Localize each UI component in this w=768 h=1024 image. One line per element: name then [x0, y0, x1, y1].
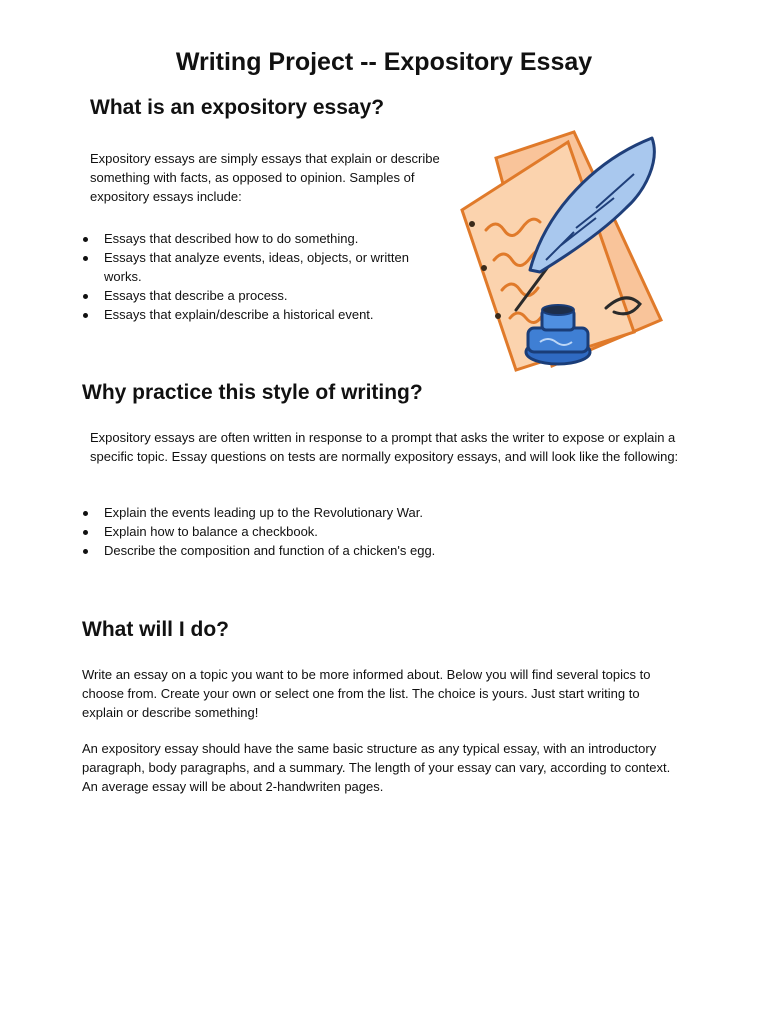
list-item	[82, 286, 442, 305]
heading-what-will-i-do: What will I do?	[82, 618, 229, 641]
bullet-icon	[83, 313, 88, 318]
list-item-text: Explain how to balance a checkbook.	[104, 524, 318, 539]
list-item-text: Essays that described how to do something.	[104, 231, 359, 246]
list-item-text: Explain the events leading up to the Revolutionary War.	[104, 505, 423, 520]
bullet-icon	[83, 530, 88, 535]
paragraph-task: Write an essay on a topic you want to be more informed about. Below you will find several topics to choose from. Create your own or select one from the list. The choice is yours. Just start writing to explain or describe something!	[82, 667, 651, 720]
paragraph-structure: An expository essay should have the same basic structure as any typical essay, with an introductory paragraph, body paragraphs, and a summary. The length of your essay can vary, according to context. An average essay will be about 2-handwriten pages.	[82, 741, 671, 794]
inkwell-body	[528, 328, 588, 352]
list-item	[82, 541, 682, 560]
bullet-icon	[83, 256, 88, 261]
samples-list	[82, 229, 442, 324]
bullet-icon	[83, 237, 88, 242]
list-item-text: Essays that analyze events, ideas, objects, or written works.	[104, 250, 409, 284]
paragraph-definition: Expository essays are simply essays that explain or describe something with facts, as opposed to opinion. Samples of expository essays include:	[90, 151, 440, 204]
paragraph-why: Expository essays are often written in response to a prompt that asks the writer to expose or explain a specific topic. Essay questions on tests are normally expository essays, and will look like the following:	[90, 430, 679, 464]
list-item	[82, 503, 682, 522]
prompts-list	[82, 503, 682, 560]
list-item	[82, 522, 682, 541]
list-item	[82, 229, 442, 248]
heading-why-practice: Why practice this style of writing?	[82, 381, 423, 404]
list-item	[82, 248, 442, 286]
list-item-text: Describe the composition and function of a chicken's egg.	[104, 543, 436, 558]
bullet-icon	[83, 511, 88, 516]
bullet-icon	[83, 294, 88, 299]
list-item-text: Essays that describe a process.	[104, 288, 288, 303]
document-title: Writing Project -- Expository Essay	[175, 48, 593, 76]
list-item	[82, 305, 442, 324]
bullet-icon	[83, 549, 88, 554]
list-item-text: Essays that explain/describe a historical event.	[104, 307, 374, 322]
heading-what-is: What is an expository essay?	[90, 96, 385, 119]
quill-and-inkwell-icon	[456, 120, 666, 380]
